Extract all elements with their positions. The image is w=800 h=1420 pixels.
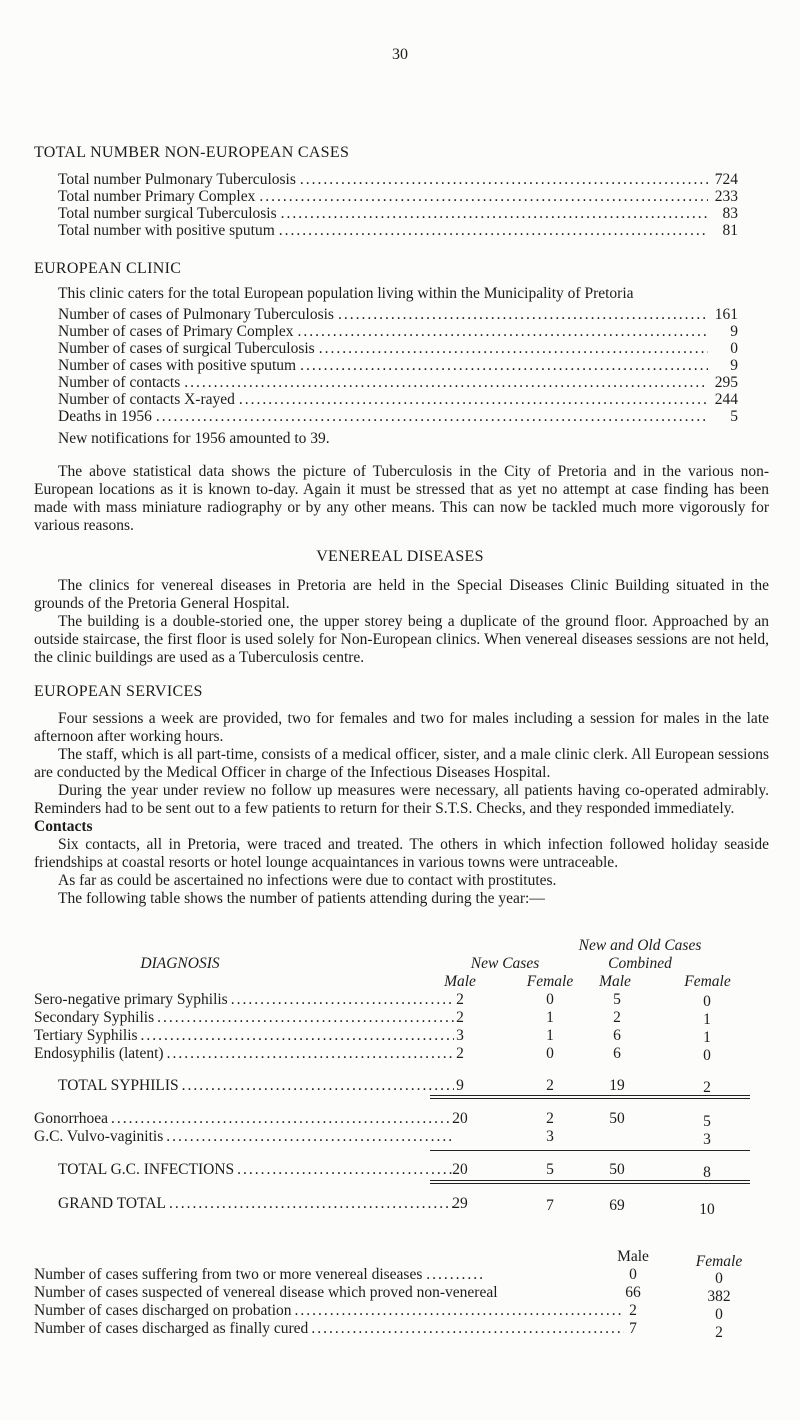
- extra-row: Number of cases suspected of venereal disease which proved non-venereal: [34, 1284, 498, 1301]
- cell: 2: [456, 1045, 464, 1062]
- cell: 0: [629, 1266, 637, 1283]
- non-european-heading: TOTAL NUMBER NON-EUROPEAN CASES: [34, 144, 350, 161]
- table-row: Gonorrhoea .....: [34, 1110, 454, 1128]
- contacts-heading: Contacts: [34, 818, 93, 835]
- extra-row: Number of cases discharged on probation .....: [34, 1302, 624, 1320]
- stat-row: Number of cases with positive sputum ..... 9: [58, 357, 738, 374]
- cell: 2: [456, 991, 464, 1008]
- stat-row: Total number Pulmonary Tuberculosis ..... 724: [58, 171, 738, 188]
- table-row: Tertiary Syphilis .....: [34, 1027, 454, 1045]
- notifications-text: New notifications for 1956 amounted to 39.: [58, 430, 330, 447]
- cell: 3: [703, 1131, 711, 1148]
- services-paragraph-4: Six contacts, all in Pretoria, were traced and treated. The others in which infection followed holiday seaside friendships at coastal resorts or hotel lounge acquaintances in various towns were untraceable.: [34, 836, 769, 871]
- european-clinic-stats: [58, 306, 738, 425]
- cell: 0: [546, 991, 554, 1008]
- cell: 50: [609, 1110, 625, 1127]
- male-header: Male: [617, 1248, 649, 1265]
- female-header: Female: [526, 973, 574, 990]
- new-cases-heading: New Cases: [470, 955, 540, 972]
- divider: [430, 1183, 750, 1184]
- cell: 2: [456, 1009, 464, 1026]
- cell: 0: [546, 1045, 554, 1062]
- female-header: Female: [684, 973, 731, 990]
- cell: 2: [613, 1009, 621, 1026]
- stat-row: Total number Primary Complex ..... 233: [58, 188, 738, 205]
- cell: 1: [546, 1009, 554, 1026]
- cell: 69: [609, 1197, 625, 1214]
- stat-row: Total number surgical Tuberculosis ..... 83: [58, 205, 738, 222]
- cell: 29: [452, 1195, 468, 1212]
- extra-row: Number of cases suffering from two or more venereal diseases ..........: [34, 1266, 485, 1283]
- stat-row: Number of cases of surgical Tuberculosis ..... 0: [58, 340, 738, 357]
- male-header: Male: [444, 973, 476, 990]
- cell: 0: [703, 1047, 711, 1064]
- cell: 20: [452, 1110, 468, 1127]
- stat-row: Number of cases of Pulmonary Tuberculosis ..... 161: [58, 306, 738, 323]
- cell: 8: [703, 1164, 711, 1181]
- european-clinic-heading: EUROPEAN CLINIC: [34, 260, 182, 277]
- male-header: Male: [599, 973, 631, 990]
- services-paragraph-3: During the year under review no follow up measures were necessary, all patients having co-operated admirably. Reminders had to be sent out to a few patients to return for their S.T.S. Checks, and they responded immediately.: [34, 782, 769, 817]
- divider: [430, 1150, 750, 1151]
- cell: 7: [546, 1197, 554, 1214]
- cell: 0: [703, 993, 711, 1010]
- services-paragraph-1: Four sessions a week are provided, two for females and two for males including a session for males in the late afternoon after working hours.: [34, 710, 769, 745]
- divider: [430, 1095, 750, 1096]
- page-number: 30: [392, 46, 408, 63]
- services-paragraph-6: The following table shows the number of patients attending during the year:—: [58, 890, 545, 907]
- cell: 2: [546, 1110, 554, 1127]
- cell: 7: [629, 1320, 637, 1337]
- cell: 0: [715, 1270, 723, 1287]
- diagnosis-heading: DIAGNOSIS: [140, 955, 220, 972]
- european-services-heading: EUROPEAN SERVICES: [34, 683, 203, 700]
- venereal-heading: VENEREAL DISEASES: [316, 548, 484, 565]
- cell: 5: [703, 1113, 711, 1130]
- combined-heading-1: New and Old Cases: [578, 937, 702, 954]
- cell: 5: [546, 1161, 554, 1178]
- cell: 66: [625, 1284, 641, 1301]
- combined-heading-2: Combined: [608, 955, 672, 972]
- grand-total-row: GRAND TOTAL .....: [58, 1195, 454, 1213]
- stat-row: Number of contacts ..... 295: [58, 374, 738, 391]
- cell: 1: [546, 1027, 554, 1044]
- cell: 19: [609, 1077, 625, 1094]
- table-row: Endosyphilis (latent) .....: [34, 1045, 454, 1063]
- extra-row: Number of cases discharged as finally cured .....: [34, 1320, 624, 1338]
- services-paragraph-2: The staff, which is all part-time, consists of a medical officer, sister, and a male clinic clerk. All European sessions are conducted by the Medical Officer in charge of the Infectious Diseases Hospital.: [34, 746, 769, 781]
- table-row: Sero-negative primary Syphilis .....: [34, 991, 454, 1009]
- total-gc-row: TOTAL G.C. INFECTIONS .....: [58, 1161, 454, 1179]
- cell: 50: [609, 1161, 625, 1178]
- table-row: Secondary Syphilis .....: [34, 1009, 454, 1027]
- stat-row: Number of contacts X-rayed ..... 244: [58, 391, 738, 408]
- cell: 6: [613, 1045, 621, 1062]
- cell: 2: [715, 1324, 723, 1341]
- total-syphilis-row: TOTAL SYPHILIS .....: [58, 1077, 454, 1095]
- european-clinic-intro: This clinic caters for the total European population living within the Municipality of Pretoria: [58, 285, 634, 302]
- cell: 2: [703, 1079, 711, 1096]
- services-paragraph-5: As far as could be ascertained no infections were due to contact with prostitutes.: [58, 872, 557, 889]
- cell: 6: [613, 1027, 621, 1044]
- divider: [430, 1180, 750, 1181]
- cell: 10: [699, 1201, 715, 1218]
- cell: 9: [456, 1077, 464, 1094]
- cell: 382: [707, 1288, 731, 1305]
- cell: 20: [452, 1161, 468, 1178]
- cell: 5: [613, 991, 621, 1008]
- divider: [430, 1098, 750, 1099]
- non-european-stats: [58, 171, 738, 239]
- female-header: Female: [695, 1253, 743, 1270]
- stat-row: Total number with positive sputum ..... 81: [58, 222, 738, 239]
- table-row: G.C. Vulvo-vaginitis .....: [34, 1128, 454, 1146]
- cell: 0: [715, 1306, 723, 1323]
- cell: 3: [456, 1027, 464, 1044]
- cell: 1: [703, 1011, 711, 1028]
- cell: 3: [546, 1128, 554, 1145]
- stat-row: Deaths in 1956 ..... 5: [58, 408, 738, 425]
- venereal-paragraph-2: The building is a double-storied one, the upper storey being a duplicate of the ground floor. Approached by an outside staircase, the first floor is used solely for Non-European clinics. When venereal diseases sessions are not held, the clinic buildings are used as a Tuberculosis centre.: [34, 613, 769, 666]
- summary-paragraph: The above statistical data shows the picture of Tuberculosis in the City of Pretoria and in the various non-European locations as it is known to-day. Again it must be stressed that as yet no attempt at case finding has been made with mass miniature radiography or by any other means. This can now be tackled much more vigorously for various reasons.: [34, 463, 769, 534]
- cell: 2: [546, 1077, 554, 1094]
- cell: 1: [703, 1029, 711, 1046]
- cell: 2: [629, 1302, 637, 1319]
- venereal-paragraph-1: The clinics for venereal diseases in Pretoria are held in the Special Diseases Clinic Building situated in the grounds of the Pretoria General Hospital.: [34, 577, 769, 612]
- stat-row: Number of cases of Primary Complex ..... 9: [58, 323, 738, 340]
